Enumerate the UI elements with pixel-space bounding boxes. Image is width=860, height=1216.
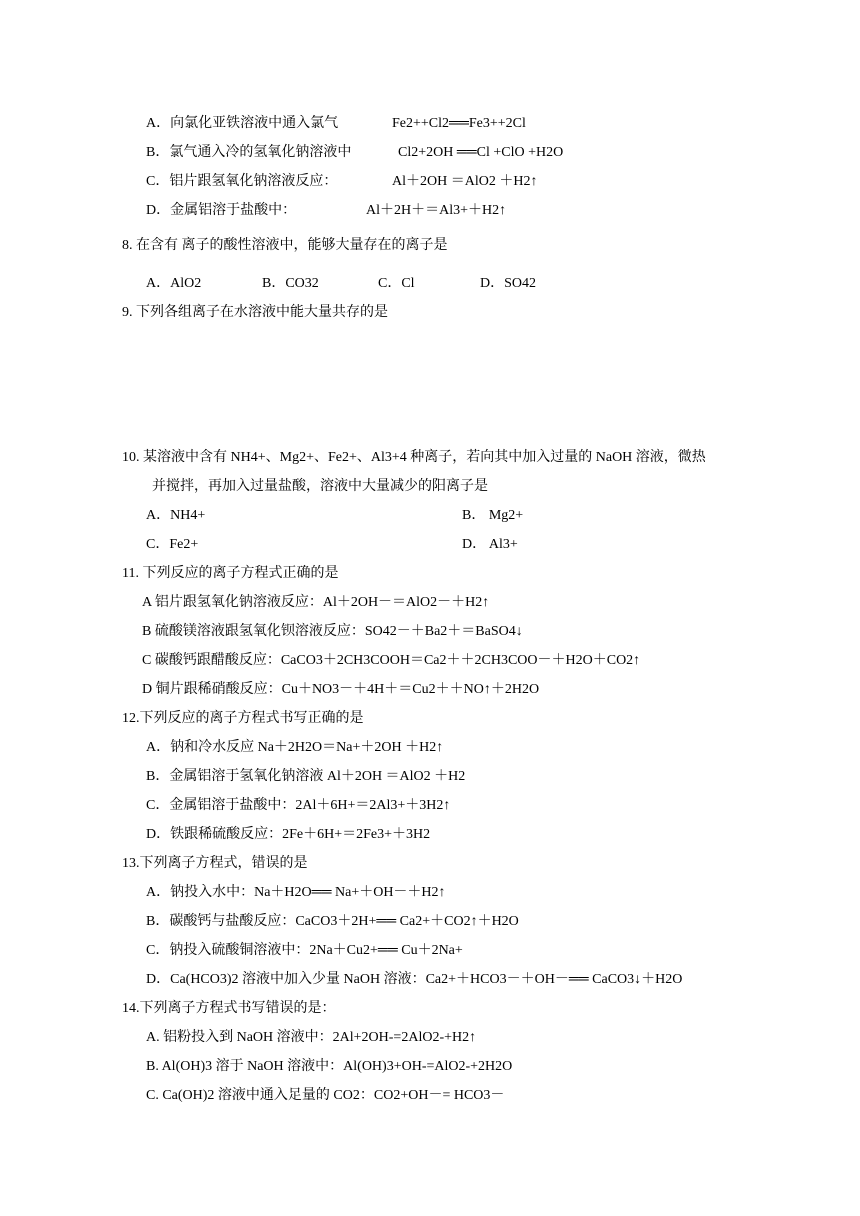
q14-option-c: C. Ca(OH)2 溶液中通入足量的 CO2：CO2+OH－= HCO3－ [146,1088,505,1103]
q12-option-a: A．钠和冷水反应 Na＋2H2O＝Na+＋2OH ＋H2↑ [146,740,444,755]
q7-option-b: B．氯气通入冷的氢氧化钠溶液中 [146,145,352,160]
q13-option-c: C．钠投入硫酸铜溶液中：2Na＋Cu2+══ Cu＋2Na+ [146,943,463,958]
q7-option-d-equation: Al＋2H＋＝Al3+＋H2↑ [366,203,507,218]
q8-stem: 8. 在含有 离子的酸性溶液中，能够大量存在的离子是 [122,238,448,253]
q14-option-a: A. 铝粉投入到 NaOH 溶液中：2Al+2OH-=2AlO2-+H2↑ [146,1030,477,1045]
q9-stem: 9. 下列各组离子在水溶液中能大量共存的是 [122,305,388,320]
q10-option-b: B． Mg2+ [462,508,524,523]
q12-option-d: D．铁跟稀硫酸反应：2Fe＋6H+＝2Fe3+＋3H2 [146,827,431,842]
q8-option-a: A．AlO2 [146,276,202,291]
q7-option-a-equation: Fe2++Cl2══Fe3++2Cl [392,116,526,131]
q7-option-c: C．铝片跟氢氧化钠溶液反应： [146,174,338,189]
q7-option-c-equation: Al＋2OH ＝AlO2 ＋H2↑ [392,174,538,189]
q13-stem: 13.下列离子方程式，错误的是 [122,856,308,871]
q13-option-a: A．钠投入水中：Na＋H2O══ Na+＋OH－＋H2↑ [146,885,446,900]
q8-option-b: B．CO32 [262,276,319,291]
q13-option-b: B．碳酸钙与盐酸反应：CaCO3＋2H+══ Ca2+＋CO2↑＋H2O [146,914,519,929]
q8-option-d: D．SO42 [480,276,537,291]
q14-stem: 14.下列离子方程式书写错误的是： [122,1001,336,1016]
q11-option-d: D 铜片跟稀硝酸反应：Cu＋NO3－＋4H＋＝Cu2＋＋NO↑＋2H2O [142,682,540,697]
q8-option-c: C．Cl [378,276,415,291]
q10-stem-line1: 10. 某溶液中含有 NH4+、Mg2+、Fe2+、Al3+4 种离子，若向其中加入过量的 NaOH 溶液，微热 [122,450,706,465]
q10-stem-line2: 并搅拌，再加入过量盐酸，溶液中大量减少的阳离子是 [152,479,488,494]
q13-option-d: D．Ca(HCO3)2 溶液中加入少量 NaOH 溶液：Ca2+＋HCO3－＋OH－══ CaCO3↓＋H2O [146,972,683,987]
q12-stem: 12.下列反应的离子方程式书写正确的是 [122,711,364,726]
q11-option-a: A 铝片跟氢氧化钠溶液反应：Al＋2OH－＝AlO2－＋H2↑ [142,595,490,610]
q7-option-d: D．金属铝溶于盐酸中： [146,203,297,218]
q10-option-c: C．Fe2+ [146,537,199,552]
q12-option-c: C．金属铝溶于盐酸中：2Al＋6H+＝2Al3+＋3H2↑ [146,798,451,813]
q10-option-a: A．NH4+ [146,508,206,523]
q11-option-b: B 硫酸镁溶液跟氢氧化钡溶液反应：SO42－＋Ba2＋＝BaSO4↓ [142,624,523,639]
q10-option-d: D． Al3+ [462,537,518,552]
q7-option-a: A．向氯化亚铁溶液中通入氯气 [146,116,339,131]
q12-option-b: B．金属铝溶于氢氧化钠溶液 Al＋2OH ＝AlO2 ＋H2 [146,769,466,784]
q14-option-b: B. Al(OH)3 溶于 NaOH 溶液中：Al(OH)3+OH-=AlO2-+2H2O [146,1059,513,1074]
q11-option-c: C 碳酸钙跟醋酸反应：CaCO3＋2CH3COOH＝Ca2＋＋2CH3COO－＋H2O＋CO2↑ [142,653,641,668]
q7-option-b-equation: Cl2+2OH ══Cl +ClO +H2O [398,145,564,160]
q11-stem: 11. 下列反应的离子方程式正确的是 [122,566,339,581]
